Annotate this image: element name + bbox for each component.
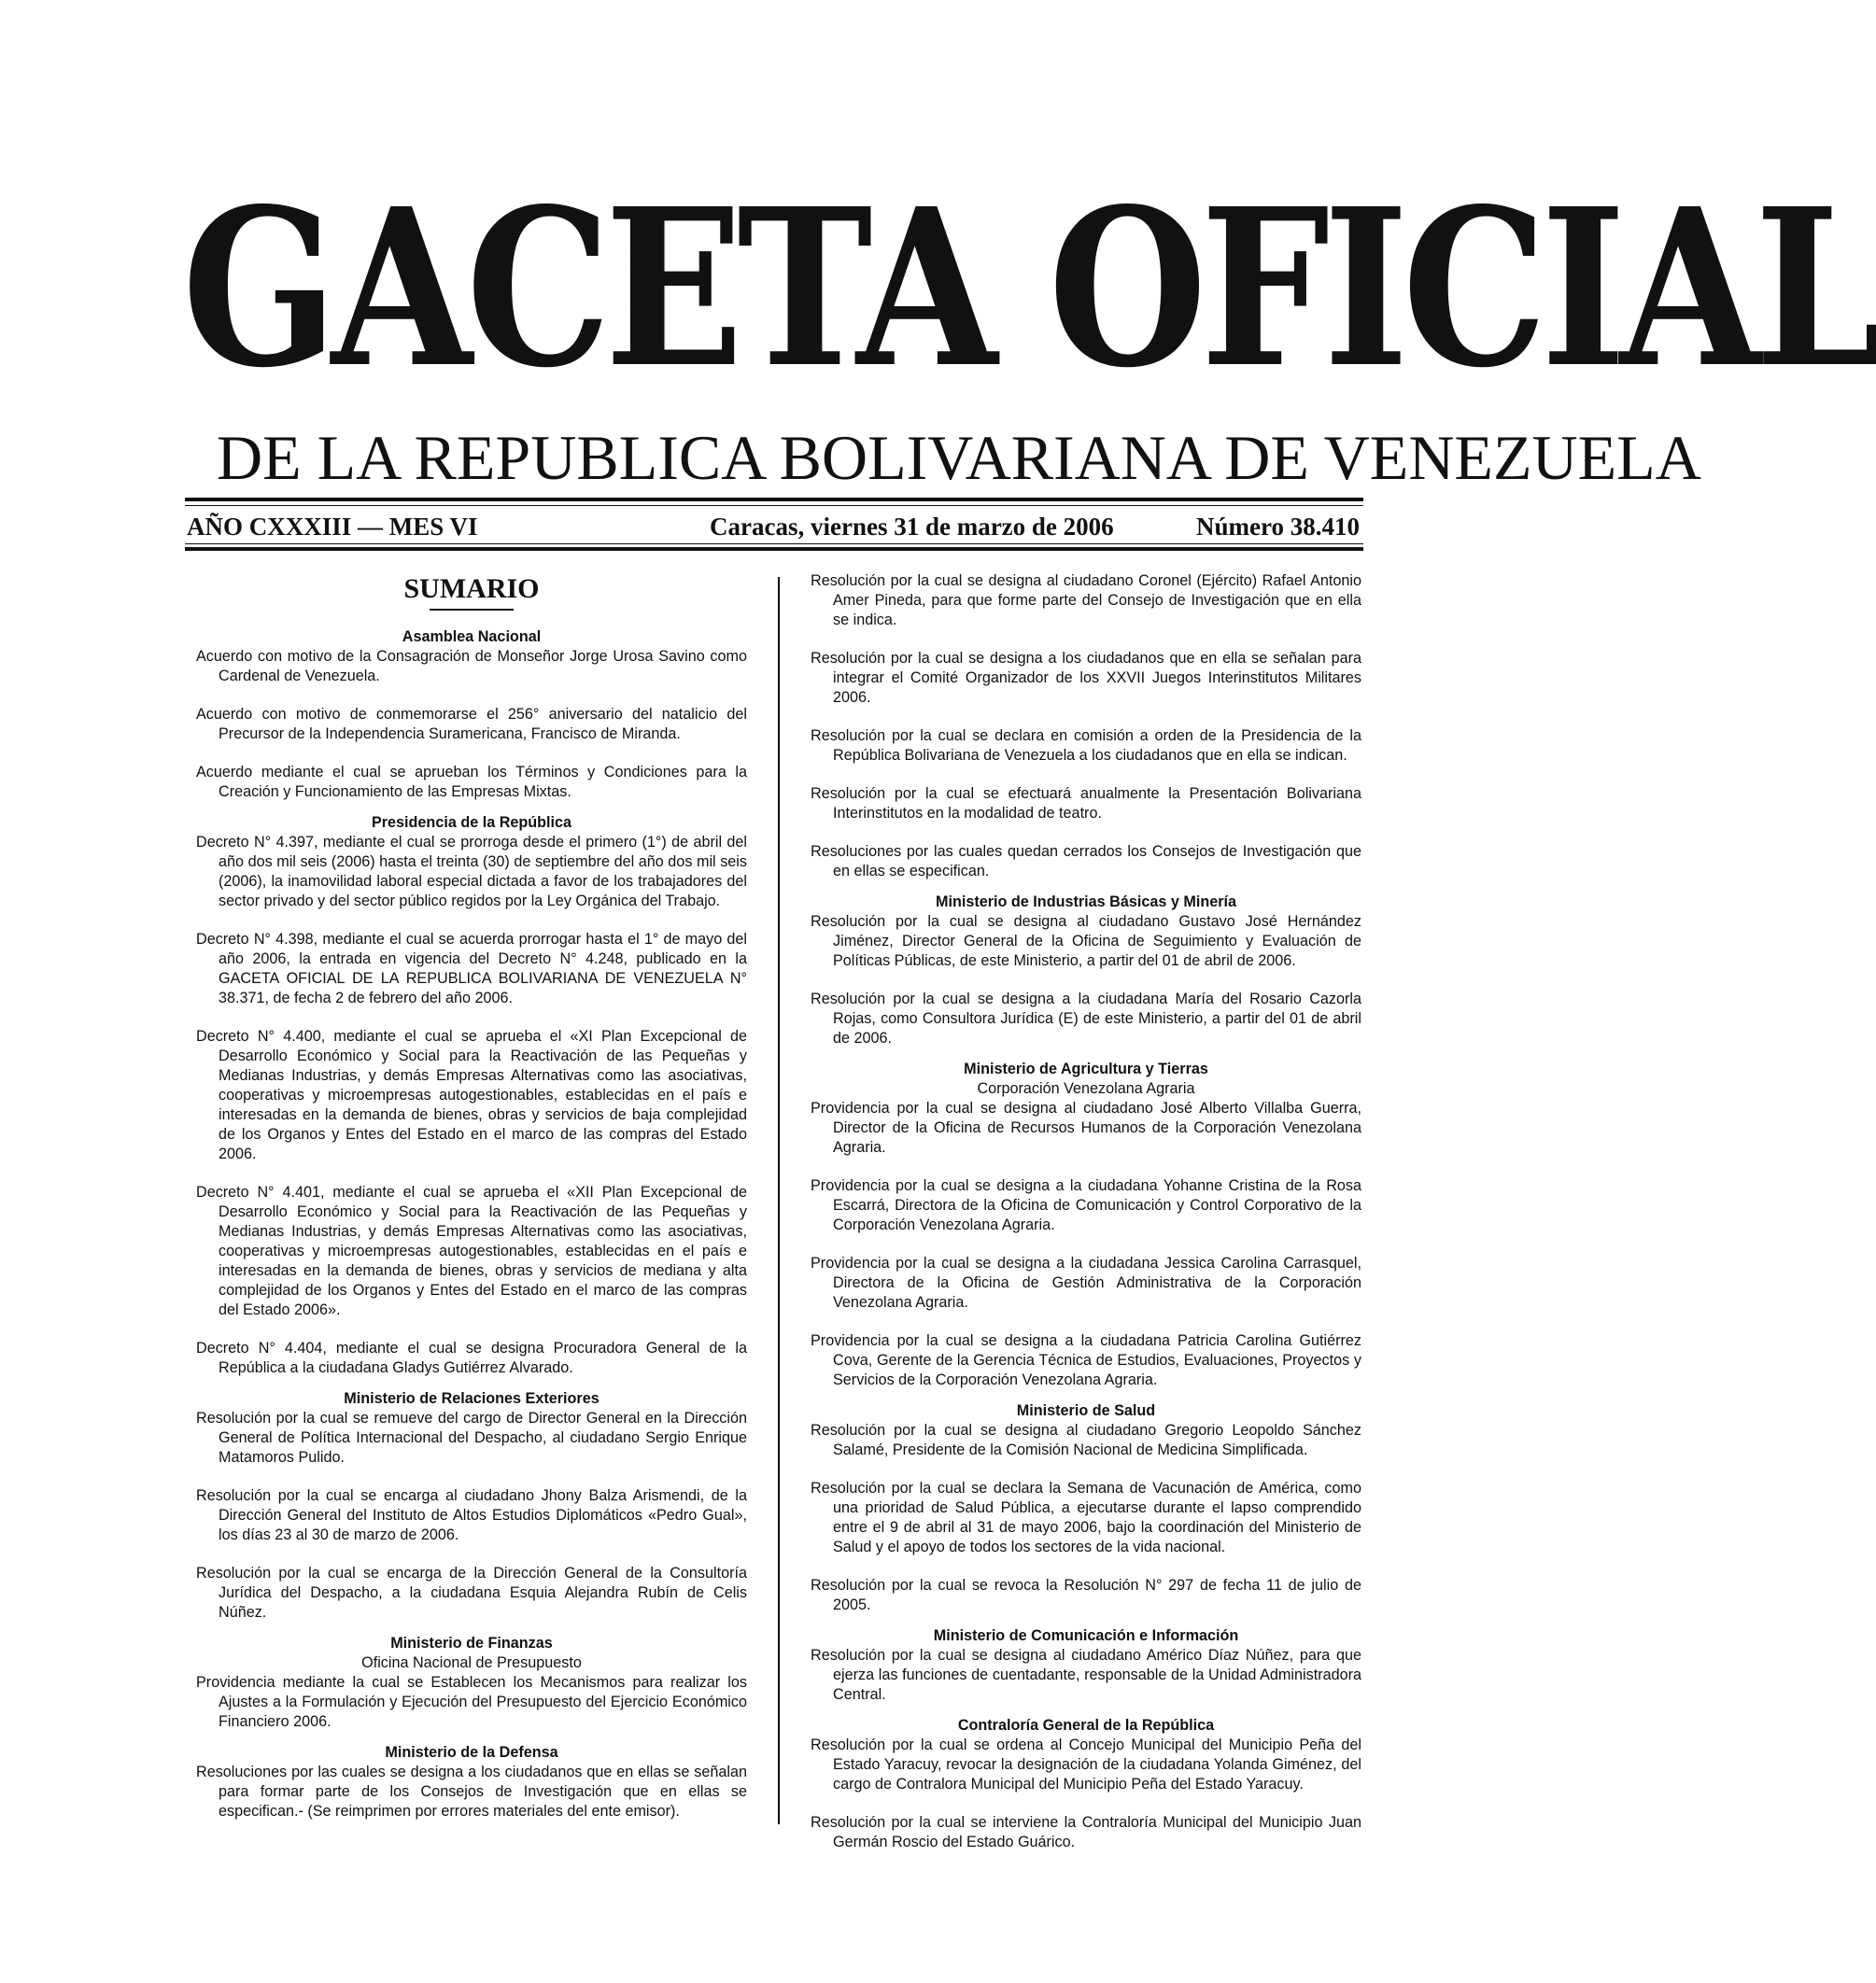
masthead-title: GACETA OFICIAL	[182, 161, 1876, 415]
section-subheading: Corporación Venezolana Agraria	[977, 1080, 1195, 1097]
summary-entry: Resolución por la cual se encarga al ciudadano Jhony Balza Arismendi, de la Dirección General del Instituto de Altos Estudios Diplomáticos «Pedro Gual», los días 23 al 30 de marzo de 2006.	[196, 1487, 747, 1543]
summary-entry: Acuerdo con motivo de la Consagración de Monseñor Jorge Urosa Savino como Cardenal de Venezuela.	[196, 648, 747, 684]
issue-date: Caracas, viernes 31 de marzo de 2006	[710, 513, 1114, 541]
section-heading: Presidencia de la República	[371, 814, 572, 831]
section-heading: Asamblea Nacional	[402, 628, 542, 645]
summary-entry: Providencia mediante la cual se Establecen los Mecanismos para realizar los Ajustes a la Formulación y Ejecución del Presupuesto del Ejercicio Económico Financiero 2006.	[196, 1674, 747, 1730]
summary-entry: Decreto N° 4.397, mediante el cual se prorroga desde el primero (1°) de abril del año dos mil seis (2006) hasta el treinta (30) de septiembre del año dos mil seis (2006), la inamovilidad laboral especial dictada a favor de los trabajadores del sector privado y del sector público regidos por la Ley Orgánica del Trabajo.	[196, 834, 747, 909]
summary-entry: Resolución por la cual se revoca la Resolución N° 297 de fecha 11 de julio de 2005.	[811, 1577, 1361, 1613]
summary-right-column	[811, 571, 1361, 1871]
summary-entry: Decreto N° 4.404, mediante el cual se designa Procuradora General de la República a la ciudadana Gladys Gutiérrez Alvarado.	[196, 1340, 747, 1376]
summary-entry: Resolución por la cual se declara la Semana de Vacunación de América, como una prioridad de Salud Pública, a ejecutarse durante el lapso comprendido entre el 9 de abril al 31 de mayo 2006, bajo la coordinación del Ministerio de Salud y el apoyo de todos los sectores de la vida nacional.	[811, 1480, 1361, 1555]
column-divider	[778, 577, 780, 1824]
summary-heading: SUMARIO	[403, 573, 540, 604]
section-heading: Ministerio de la Defensa	[385, 1744, 558, 1761]
section-heading: Ministerio de Salud	[1016, 1402, 1156, 1419]
summary-entry: Acuerdo con motivo de conmemorarse el 256° aniversario del natalicio del Precursor de la Independencia Suramericana, Francisco de Miranda.	[196, 706, 747, 742]
summary-entry: Resolución por la cual se designa a la ciudadana María del Rosario Cazorla Rojas, como Consultora Jurídica (E) de este Ministerio, a partir del 01 de abril de 2006.	[811, 991, 1361, 1047]
issue-year-month: AÑO CXXXIII — MES VI	[187, 513, 478, 541]
header-rule-top	[185, 498, 1363, 501]
summary-entry: Resoluciones por las cuales quedan cerrados los Consejos de Investigación que en ellas se especifican.	[811, 843, 1361, 879]
section-heading: Ministerio de Comunicación e Información	[933, 1627, 1239, 1644]
summary-entry: Resolución por la cual se designa al ciudadano Coronel (Ejército) Rafael Antonio Amer Pineda, para que forme parte del Consejo de Investigación que en ella se indica.	[811, 572, 1361, 628]
summary-left-column	[196, 571, 747, 1840]
summary-entry: Resolución por la cual se ordena al Concejo Municipal del Municipio Peña del Estado Yaracuy, revocar la designación de la ciudadana Yolanda Giménez, del cargo de Contralora Municipal del Municipio Peña del Estado Yaracuy.	[811, 1737, 1361, 1793]
issue-number: Número 38.410	[1196, 513, 1360, 541]
section-subheading: Oficina Nacional de Presupuesto	[361, 1654, 582, 1671]
summary-entry: Decreto N° 4.401, mediante el cual se aprueba el «XII Plan Excepcional de Desarrollo Económico y Social para la Reactivación de las Pequeñas y Medianas Industrias, y demás Empresas Alternativas como las asociativas, cooperativas y microempresas autogestionables, establecidas en el país e interesadas en la demanda de bienes, obras y servicios de mediana y alta complejidad de los Organos y Entes del Estado en el marco de las compras del Estado 2006».	[196, 1184, 747, 1318]
summary-entry: Providencia por la cual se designa al ciudadano José Alberto Villalba Guerra, Director de la Oficina de Recursos Humanos de la Corporación Venezolana Agraria.	[811, 1100, 1361, 1156]
summary-entry: Resolución por la cual se designa al ciudadano Américo Díaz Núñez, para que ejerza las funciones de cuentadante, responsable de la Unidad Administradora Central.	[811, 1647, 1361, 1703]
section-heading: Contraloría General de la República	[957, 1717, 1215, 1734]
summary-entry: Resolución por la cual se designa al ciudadano Gregorio Leopoldo Sánchez Salamé, Presidente de la Comisión Nacional de Medicina Simplificada.	[811, 1422, 1361, 1458]
summary-entry: Resolución por la cual se remueve del cargo de Director General en la Dirección General de Política Internacional del Despacho, al ciudadano Sergio Enrique Matamoros Pulido.	[196, 1410, 747, 1466]
summary-entry: Acuerdo mediante el cual se aprueban los Términos y Condiciones para la Creación y Funcionamiento de las Empresas Mixtas.	[196, 764, 747, 800]
header-rule-bottom	[185, 547, 1363, 551]
summary-entry: Decreto N° 4.398, mediante el cual se acuerda prorrogar hasta el 1° de mayo del año 2006, la entrada en vigencia del Decreto N° 4.248, publicado en la GACETA OFICIAL DE LA REPUBLICA BOLIVARIANA DE VENEZUELA N° 38.371, de fecha 2 de febrero del año 2006.	[196, 931, 747, 1006]
summary-entry: Providencia por la cual se designa a la ciudadana Patricia Carolina Gutiérrez Cova, Gerente de la Gerencia Técnica de Estudios, Evaluaciones, Proyectos y Servicios de la Corporación Venezolana Agraria.	[811, 1332, 1361, 1388]
section-heading: Ministerio de Agricultura y Tierras	[964, 1061, 1208, 1077]
summary-entry: Resolución por la cual se designa a los ciudadanos que en ella se señalan para integrar el Comité Organizador de los XXVII Juegos Interinstitutos Militares 2006.	[811, 650, 1361, 706]
section-heading: Ministerio de Industrias Básicas y Minería	[935, 893, 1237, 910]
header-rule-top-thin	[185, 505, 1363, 506]
header-rule-bottom-thin	[185, 543, 1363, 544]
summary-entry: Decreto N° 4.400, mediante el cual se aprueba el «XI Plan Excepcional de Desarrollo Económico y Social para la Reactivación de las Pequeñas y Medianas Industrias, y demás Empresas Alternativas como las asociativas, cooperativas y microempresas autogestionables, establecidas en el país e interesadas en la demanda de bienes, obras y servicios de baja complejidad de los Organos y Entes del Estado en el marco de las compras del Estado 2006.	[196, 1028, 747, 1162]
summary-heading-rule	[430, 609, 514, 611]
summary-entry: Resolución por la cual se declara en comisión a orden de la Presidencia de la República Bolivariana de Venezuela a los ciudadanos que en ella se indican.	[811, 727, 1361, 764]
masthead-subtitle: DE LA REPUBLICA BOLIVARIANA DE VENEZUELA	[217, 422, 1701, 493]
summary-entry: Resolución por la cual se interviene la Contraloría Municipal del Municipio Juan Germán Roscio del Estado Guárico.	[811, 1814, 1361, 1850]
summary-entry: Resolución por la cual se encarga de la Dirección General de la Consultoría Jurídica del Despacho, a la ciudadana Esquia Alejandra Rubín de Celis Núñez.	[196, 1565, 747, 1621]
summary-entry: Resolución por la cual se efectuará anualmente la Presentación Bolivariana Interinstitutos en la modalidad de teatro.	[811, 785, 1361, 822]
section-heading: Ministerio de Finanzas	[390, 1635, 553, 1652]
summary-entry: Resoluciones por las cuales se designa a los ciudadanos que en ellas se señalan para formar parte de los Consejos de Investigación que en ellas se especifican.- (Se reimprimen por errores materiales del ente emisor).	[196, 1764, 747, 1820]
section-heading: Ministerio de Relaciones Exteriores	[344, 1390, 599, 1407]
masthead	[182, 161, 1876, 415]
summary-entry: Providencia por la cual se designa a la ciudadana Jessica Carolina Carrasquel, Directora de la Oficina de Gestión Administrativa de la Corporación Venezolana Agraria.	[811, 1255, 1361, 1311]
summary-entry: Resolución por la cual se designa al ciudadano Gustavo José Hernández Jiménez, Director General de la Oficina de Seguimiento y Evaluación de Políticas Públicas, de este Ministerio, a partir del 01 de abril de 2006.	[811, 913, 1361, 969]
summary-entry: Providencia por la cual se designa a la ciudadana Yohanne Cristina de la Rosa Escarrá, Directora de la Oficina de Comunicación y Control Corporativo de la Corporación Venezolana Agraria.	[811, 1177, 1361, 1233]
